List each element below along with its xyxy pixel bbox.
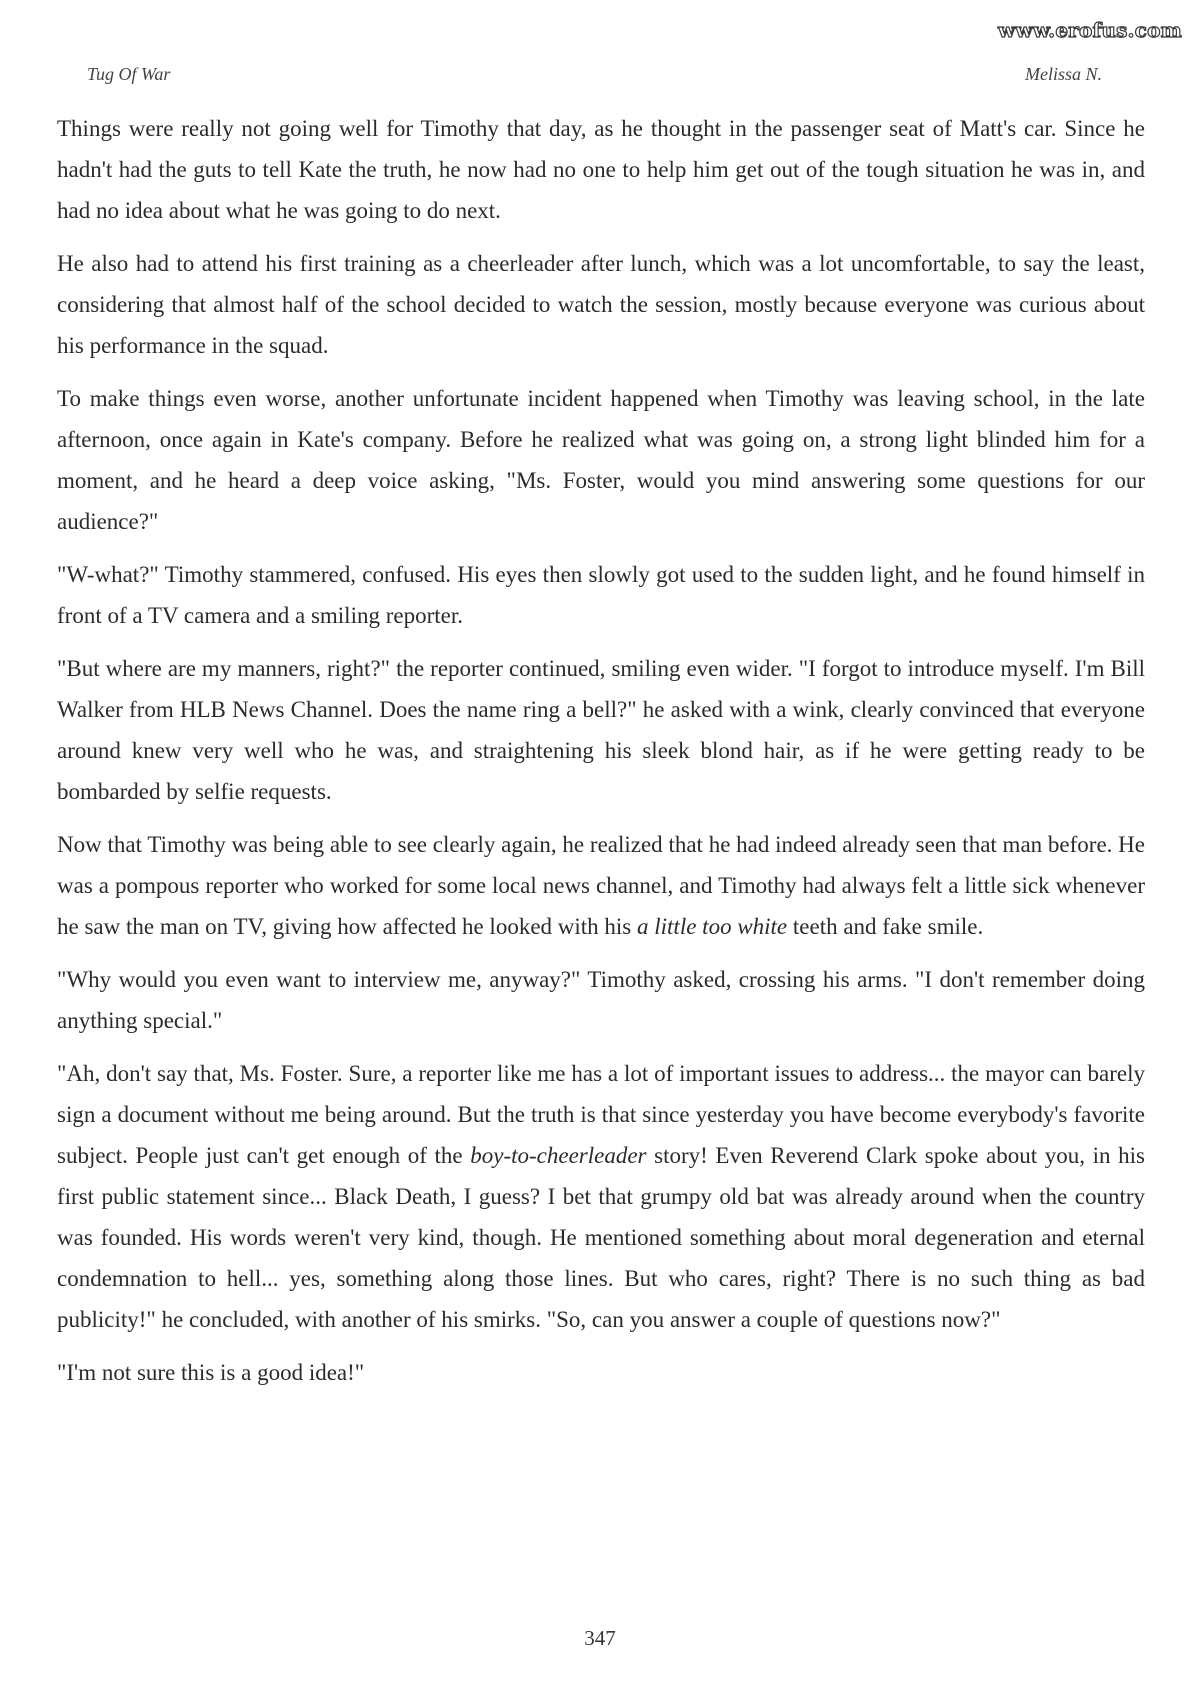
paragraph: To make things even worse, another unfortunate incident happened when Timothy was leaving school, in the late afternoon, once again in Kate's company. Before he realized what was going on, a strong light blinded him for a moment, and he heard a deep voice asking, "Ms. Foster, would you mind answering some questions for our audience?" <box>57 386 1145 534</box>
paragraph: "W-what?" Timothy stammered, confused. His eyes then slowly got used to the sudden light, and he found himself in front of a TV camera and a smiling reporter. <box>57 562 1145 628</box>
paragraph: He also had to attend his first training as a cheerleader after lunch, which was a lot uncomfortable, to say the least, considering that almost half of the school decided to watch the session, mostly because everyone was curious about his performance in the squad. <box>57 251 1145 358</box>
emphasis-text: a little too white <box>637 914 788 939</box>
paragraph: Things were really not going well for Timothy that day, as he thought in the passenger seat of Matt's car. Since he hadn't had the guts to tell Kate the truth, he now had no one to help him get out of the tough situation he was in, and had no idea about what he was going to do next. <box>57 116 1145 223</box>
paragraph: "I'm not sure this is a good idea!" <box>57 1360 365 1385</box>
paragraph: "Why would you even want to interview me, anyway?" Timothy asked, crossing his arms. "I don't remember doing anything special." <box>57 967 1145 1033</box>
running-header-title: Tug Of War <box>87 64 171 84</box>
paragraph-text: Now that Timothy was being able to see clearly again, he realized that he had indeed already seen that man before. He was a pompous reporter who worked for some local news channel, and Timothy had always felt a little sick whenever he saw the man on TV, giving how affected he looked with his <box>57 832 1145 939</box>
site-watermark: www.erofus.com <box>997 18 1182 42</box>
page-number: 347 <box>584 1626 616 1650</box>
running-header-author: Melissa N. <box>1024 64 1102 84</box>
paragraph <box>57 1053 1145 1340</box>
paragraph: "But where are my manners, right?" the reporter continued, smiling even wider. "I forgot to introduce myself. I'm Bill Walker from HLB News Channel. Does the name ring a bell?" he asked with a wink, clearly convinced that everyone around knew very well who he was, and straightening his sleek blond hair, as if he were getting ready to be bombarded by selfie requests. <box>57 656 1145 804</box>
paragraph-text: "Ah, don't say that, Ms. Foster. Sure, a reporter like me has a lot of important issues to address... the mayor can barely sign a document without me being around. But the truth is that since yesterday you have become everybody's favorite subject. People just can't get enough of the <box>57 1061 1145 1168</box>
paragraph-text: story! Even Reverend Clark spoke about you, in his first public statement since... Black Death, I guess? I bet that grumpy old bat was already around when the country was founded. His words weren't very kind, though. He mentioned something about moral degeneration and eternal condemnation to hell... yes, something along those lines. But who cares, right? There is no such thing as bad publicity!" he concluded, with another of his smirks. "So, can you answer a couple of questions now?" <box>57 1143 1145 1332</box>
page-body <box>57 108 1145 1405</box>
paragraph <box>57 824 1145 947</box>
emphasis-text: boy-to-cheerleader <box>470 1143 647 1168</box>
paragraph-text: teeth and fake smile. <box>787 914 984 939</box>
